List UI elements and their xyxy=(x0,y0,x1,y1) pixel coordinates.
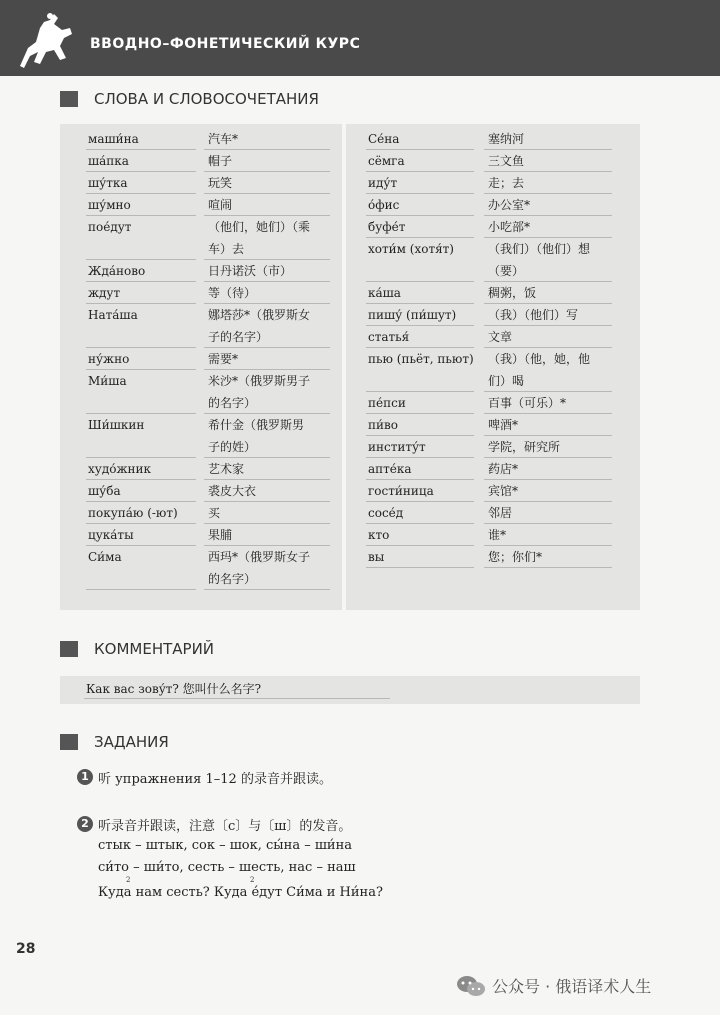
vocab-row xyxy=(60,284,342,306)
vocab-russian: ждут xyxy=(88,286,121,300)
comment-box xyxy=(60,676,640,704)
vocab-chinese: 药店* xyxy=(488,462,519,476)
row-rule xyxy=(204,479,330,480)
row-rule xyxy=(86,413,196,414)
vocab-russian: цука́ты xyxy=(88,528,134,542)
vocab-chinese: 果脯 xyxy=(208,528,233,542)
vocab-row xyxy=(346,240,640,284)
vocab-row xyxy=(60,372,342,416)
vocab-russian: сёмга xyxy=(368,154,405,168)
vocab-chinese: 三文鱼 xyxy=(488,154,525,168)
row-rule xyxy=(484,215,612,216)
row-rule xyxy=(204,545,330,546)
row-rule xyxy=(204,193,330,194)
vocab-row xyxy=(346,284,640,306)
vocab-russian: ша́пка xyxy=(88,154,129,168)
practice-line: си́то – ши́то, сесть – шесть, нас – наш xyxy=(98,860,356,875)
vocab-russian: Ши́шкин xyxy=(88,418,145,432)
horseman-logo-icon xyxy=(14,8,78,70)
vocab-russian: худо́жник xyxy=(88,462,151,476)
row-rule xyxy=(366,435,474,436)
vocab-russian: сосе́д xyxy=(368,506,404,520)
vocab-chinese: 稠粥，饭 xyxy=(488,286,537,300)
vocab-russian: шу́мно xyxy=(88,198,131,212)
row-rule xyxy=(484,347,612,348)
row-rule xyxy=(204,457,330,458)
vocab-chinese: 邻居 xyxy=(488,506,513,520)
row-rule xyxy=(484,193,612,194)
vocab-chinese: 娜塔莎*（俄罗斯女 xyxy=(208,308,311,322)
vocab-russian: гости́ница xyxy=(368,484,434,498)
vocab-russian: покупа́ю (-ют) xyxy=(88,506,178,520)
vocab-russian: вы xyxy=(368,550,385,564)
vocab-row xyxy=(60,350,342,372)
watermark-text: 公众号 · 俄语译术人生 xyxy=(492,977,652,996)
vocab-chinese: 汽车* xyxy=(208,132,239,146)
row-rule xyxy=(86,523,196,524)
row-rule xyxy=(86,545,196,546)
vocab-chinese: 办公室* xyxy=(488,198,531,212)
vocab-russian: Ната́ша xyxy=(88,308,138,322)
row-rule xyxy=(484,325,612,326)
vocab-russian: хоти́м (хотя́т) xyxy=(368,242,454,256)
task-1-text: 听 упражнения 1–12 的录音并跟读。 xyxy=(98,772,332,787)
row-rule xyxy=(366,149,474,150)
vocab-chinese: 米沙*（俄罗斯男子 xyxy=(208,374,311,388)
row-rule xyxy=(484,457,612,458)
vocab-table-right xyxy=(346,124,640,610)
row-rule xyxy=(204,303,330,304)
vocab-russian: иду́т xyxy=(368,176,398,190)
row-rule xyxy=(204,413,330,414)
row-rule xyxy=(204,347,330,348)
vocab-chinese: 您；你们* xyxy=(488,550,543,564)
vocab-russian: Се́на xyxy=(368,132,400,146)
vocab-chinese: 的名字） xyxy=(208,396,257,410)
vocab-russian: пью (пьёт, пьют) xyxy=(368,352,474,366)
vocab-row xyxy=(60,460,342,482)
vocab-chinese: 艺术家 xyxy=(208,462,245,476)
vocab-russian: статья́ xyxy=(368,330,410,344)
vocab-chinese: 宾馆* xyxy=(488,484,519,498)
vocab-chinese: 子的名字） xyxy=(208,330,269,344)
page-number: 28 xyxy=(16,941,36,957)
watermark xyxy=(456,974,651,997)
vocab-row xyxy=(346,328,640,350)
row-rule xyxy=(366,501,474,502)
vocab-chinese: 谁* xyxy=(488,528,507,542)
vocab-chinese: 车）去 xyxy=(208,242,245,256)
row-rule xyxy=(366,413,474,414)
row-rule xyxy=(484,281,612,282)
vocab-chinese: 希什金（俄罗斯男 xyxy=(208,418,305,432)
row-rule xyxy=(484,545,612,546)
row-rule xyxy=(366,457,474,458)
row-rule xyxy=(484,171,612,172)
row-rule xyxy=(366,391,474,392)
vocab-chinese: 百事（可乐）* xyxy=(488,396,567,410)
vocab-chinese: 塞纳河 xyxy=(488,132,525,146)
vocab-russian: апте́ка xyxy=(368,462,412,476)
vocab-chinese: 的名字） xyxy=(208,572,257,586)
row-rule xyxy=(366,479,474,480)
section-commentary-title: КОММЕНТАРИЙ xyxy=(94,640,215,658)
row-rule xyxy=(86,171,196,172)
vocab-chinese: 玩笑 xyxy=(208,176,233,190)
row-rule xyxy=(86,369,196,370)
section-words-heading xyxy=(60,90,319,108)
vocab-chinese: 裘皮大衣 xyxy=(208,484,257,498)
row-rule xyxy=(484,479,612,480)
vocab-row xyxy=(346,548,640,570)
vocab-chinese: （他们，她们）（乘 xyxy=(208,220,311,234)
row-rule xyxy=(86,479,196,480)
vocab-row xyxy=(346,130,640,152)
vocab-russian: буфе́т xyxy=(368,220,406,234)
row-rule xyxy=(86,457,196,458)
row-rule xyxy=(484,567,612,568)
vocab-russian: шу́тка xyxy=(88,176,128,190)
row-rule xyxy=(204,369,330,370)
vocab-chinese: 啤酒* xyxy=(488,418,519,432)
row-rule xyxy=(366,215,474,216)
vocab-russian: Жда́ново xyxy=(88,264,146,278)
task-number-badge: 2 xyxy=(77,816,93,832)
row-rule xyxy=(86,501,196,502)
row-rule xyxy=(484,435,612,436)
row-rule xyxy=(86,281,196,282)
row-rule xyxy=(86,589,196,590)
row-rule xyxy=(366,193,474,194)
row-rule xyxy=(484,391,612,392)
vocab-row xyxy=(60,218,342,262)
vocab-row xyxy=(60,306,342,350)
vocab-chinese: 走；去 xyxy=(488,176,525,190)
vocab-row xyxy=(60,482,342,504)
section-bullet-icon xyxy=(60,91,78,107)
vocab-row xyxy=(346,482,640,504)
vocab-row xyxy=(346,416,640,438)
comment-rule xyxy=(84,698,390,699)
vocab-row xyxy=(60,196,342,218)
vocab-russian: институ́т xyxy=(368,440,426,454)
row-rule xyxy=(204,501,330,502)
vocab-row xyxy=(60,416,342,460)
practice-line: стык – штык, сок – шок, сы́на – ши́на xyxy=(98,838,352,853)
row-rule xyxy=(484,501,612,502)
vocab-row xyxy=(60,526,342,548)
vocab-russian: пишу́ (пи́шут) xyxy=(368,308,457,322)
intonation-mark: 2 xyxy=(250,876,255,884)
vocab-row xyxy=(346,460,640,482)
vocab-row xyxy=(346,196,640,218)
vocab-chinese: 等（待） xyxy=(208,286,257,300)
vocab-russian: пе́пси xyxy=(368,396,406,410)
row-rule xyxy=(366,303,474,304)
intonation-mark: 2 xyxy=(126,876,131,884)
vocab-chinese: 们）喝 xyxy=(488,374,525,388)
vocab-russian: шу́ба xyxy=(88,484,121,498)
vocab-chinese: （要） xyxy=(488,264,525,278)
vocab-row xyxy=(346,394,640,416)
vocab-russian: маши́на xyxy=(88,132,139,146)
vocab-chinese: 小吃部* xyxy=(488,220,531,234)
row-rule xyxy=(204,171,330,172)
section-words-title: СЛОВА И СЛОВОСОЧЕТАНИЯ xyxy=(94,90,319,108)
task-2-text: 听录音并跟读，注意〔с〕与〔ш〕的发音。 xyxy=(98,819,352,834)
row-rule xyxy=(86,193,196,194)
vocab-russian: пое́дут xyxy=(88,220,132,234)
row-rule xyxy=(204,281,330,282)
vocab-russian: пи́во xyxy=(368,418,398,432)
row-rule xyxy=(86,215,196,216)
section-commentary-heading xyxy=(60,640,214,658)
vocab-row xyxy=(60,130,342,152)
section-bullet-icon xyxy=(60,734,78,750)
vocab-russian: о́фис xyxy=(368,198,400,212)
vocab-row xyxy=(346,218,640,240)
vocab-russian: ну́жно xyxy=(88,352,130,366)
row-rule xyxy=(204,523,330,524)
vocab-row xyxy=(60,152,342,174)
row-rule xyxy=(484,149,612,150)
vocab-chinese: 学院，研究所 xyxy=(488,440,561,454)
vocab-chinese: （我们）（他们）想 xyxy=(488,242,591,256)
vocab-row xyxy=(346,526,640,548)
vocab-row xyxy=(346,306,640,328)
vocab-russian: Ми́ша xyxy=(88,374,127,388)
row-rule xyxy=(484,303,612,304)
vocab-row xyxy=(346,350,640,394)
vocab-russian: кто xyxy=(368,528,390,542)
vocab-chinese: （我）（他们）写 xyxy=(488,308,579,322)
row-rule xyxy=(366,347,474,348)
section-bullet-icon xyxy=(60,641,78,657)
comment-text: Как вас зову́т? 您叫什么名字? xyxy=(86,682,262,696)
task-number-badge: 1 xyxy=(77,769,93,785)
row-rule xyxy=(204,149,330,150)
course-title: ВВОДНО–ФОНЕТИЧЕСКИЙ КУРС xyxy=(90,36,361,52)
vocab-row xyxy=(60,548,342,592)
vocab-row xyxy=(60,262,342,284)
vocab-chinese: 子的姓） xyxy=(208,440,257,454)
vocab-chinese: （我）（他，她，他 xyxy=(488,352,591,366)
vocab-chinese: 西玛*（俄罗斯女子 xyxy=(208,550,311,564)
vocab-row xyxy=(60,504,342,526)
row-rule xyxy=(366,545,474,546)
vocab-russian: Си́ма xyxy=(88,550,122,564)
vocab-row xyxy=(346,152,640,174)
row-rule xyxy=(86,259,196,260)
row-rule xyxy=(86,149,196,150)
vocab-chinese: 文章 xyxy=(488,330,513,344)
vocab-chinese: 帽子 xyxy=(208,154,233,168)
vocab-chinese: 日丹诺沃（市） xyxy=(208,264,293,278)
vocab-row xyxy=(346,504,640,526)
vocab-chinese: 买 xyxy=(208,506,221,520)
row-rule xyxy=(86,303,196,304)
section-tasks-title: ЗАДАНИЯ xyxy=(94,733,169,751)
section-tasks-heading xyxy=(60,733,169,751)
vocab-table-left xyxy=(60,124,342,610)
row-rule xyxy=(484,413,612,414)
row-rule xyxy=(366,523,474,524)
row-rule xyxy=(204,259,330,260)
row-rule xyxy=(484,237,612,238)
vocab-russian: ка́ша xyxy=(368,286,401,300)
vocab-chinese: 喧闹 xyxy=(208,198,233,212)
row-rule xyxy=(366,281,474,282)
vocab-row xyxy=(60,174,342,196)
row-rule xyxy=(484,523,612,524)
row-rule xyxy=(204,589,330,590)
row-rule xyxy=(366,325,474,326)
row-rule xyxy=(86,347,196,348)
vocab-row xyxy=(346,174,640,196)
row-rule xyxy=(366,567,474,568)
row-rule xyxy=(204,215,330,216)
vocab-chinese: 需要* xyxy=(208,352,239,366)
practice-line: Куда нам сесть? Куда е́дут Си́ма и Ни́на? xyxy=(98,885,383,900)
row-rule xyxy=(366,237,474,238)
wechat-icon xyxy=(456,975,486,997)
row-rule xyxy=(366,171,474,172)
header-banner xyxy=(0,0,720,76)
vocab-row xyxy=(346,438,640,460)
